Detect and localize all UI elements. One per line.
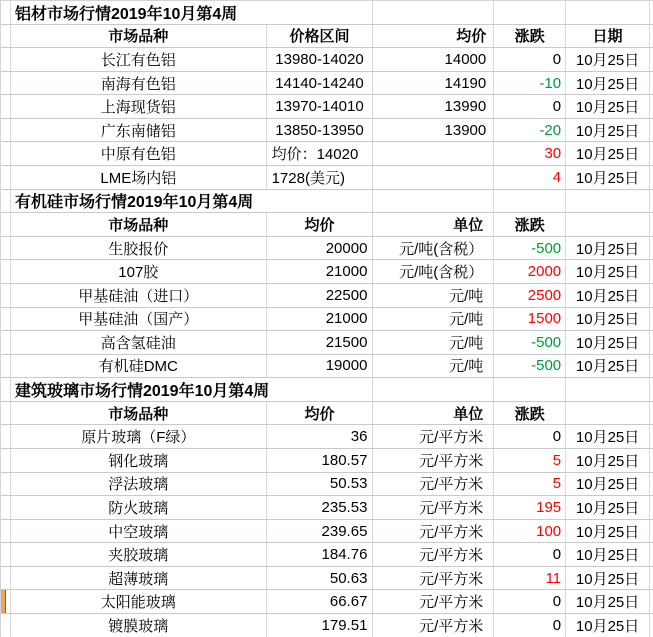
change-cell[interactable]: 5 <box>494 449 566 472</box>
table-row <box>1 308 653 332</box>
table-row <box>1 95 653 119</box>
column-header-cell[interactable]: 均价 <box>373 25 494 48</box>
change-cell[interactable]: -20 <box>494 119 566 142</box>
date-cell[interactable]: 10月25日 <box>566 72 650 95</box>
column-header-cell[interactable]: 市场品种 <box>11 213 267 236</box>
unit-cell[interactable]: 元/吨 <box>373 284 494 307</box>
empty-cell[interactable] <box>494 378 566 401</box>
product-name-cell[interactable]: 原片玻璃（F绿） <box>11 425 267 448</box>
unit-cell[interactable]: 元/平方米 <box>373 473 494 496</box>
column-header-cell[interactable]: 涨跌 <box>494 402 566 425</box>
change-cell[interactable]: 100 <box>494 520 566 543</box>
section-title[interactable]: 有机硅市场行情2019年10月第4周 <box>11 190 373 213</box>
date-cell[interactable]: 10月25日 <box>566 308 650 331</box>
row-indicator-cell[interactable] <box>1 614 11 637</box>
row-indicator-cell[interactable] <box>1 473 11 496</box>
product-name-cell[interactable]: 长江有色铝 <box>11 48 267 71</box>
change-cell[interactable]: 0 <box>494 543 566 566</box>
section-title[interactable]: 铝材市场行情2019年10月第4周 <box>11 1 373 24</box>
header-row <box>1 213 653 237</box>
unit-cell[interactable]: 元/平方米 <box>373 449 494 472</box>
change-cell[interactable]: -500 <box>494 355 566 378</box>
change-cell[interactable]: 0 <box>494 48 566 71</box>
highlighted-indicator-cell[interactable] <box>1 590 11 613</box>
product-name-cell[interactable]: 超薄玻璃 <box>11 567 267 590</box>
change-cell[interactable]: 0 <box>494 590 566 613</box>
date-cell[interactable]: 10月25日 <box>566 166 650 189</box>
column-header-cell[interactable]: 市场品种 <box>11 25 267 48</box>
row-indicator-cell[interactable] <box>1 25 11 48</box>
change-cell[interactable]: -10 <box>494 72 566 95</box>
empty-cell[interactable] <box>566 378 650 401</box>
row-indicator-cell[interactable] <box>1 1 11 24</box>
product-name-cell[interactable]: 镀膜玻璃 <box>11 614 267 637</box>
avg-price-cell[interactable]: 21500 <box>267 331 374 354</box>
unit-cell[interactable]: 元/吨(含税） <box>373 260 494 283</box>
price-range-cell[interactable]: 1728(美元) <box>267 166 374 189</box>
product-name-cell[interactable]: 甲基硅油（国产） <box>11 308 267 331</box>
avg-price-cell[interactable]: 20000 <box>267 237 374 260</box>
row-indicator-cell[interactable] <box>1 425 11 448</box>
table-row <box>1 614 653 637</box>
product-name-cell[interactable]: 高含氢硅油 <box>11 331 267 354</box>
table-row <box>1 567 653 591</box>
column-header-cell[interactable]: 均价 <box>267 402 374 425</box>
unit-cell[interactable]: 元/吨 <box>373 331 494 354</box>
unit-cell[interactable]: 元/平方米 <box>373 567 494 590</box>
price-range-cell[interactable]: 14140-14240 <box>267 72 374 95</box>
price-range-cell[interactable]: 13850-13950 <box>267 119 374 142</box>
avg-price-cell[interactable] <box>373 142 494 165</box>
row-indicator-cell[interactable] <box>1 72 11 95</box>
date-cell[interactable]: 10月25日 <box>566 142 650 165</box>
row-indicator-cell[interactable] <box>1 119 11 142</box>
product-name-cell[interactable]: 中原有色铝 <box>11 142 267 165</box>
avg-price-cell[interactable] <box>373 166 494 189</box>
unit-cell[interactable]: 元/平方米 <box>373 543 494 566</box>
date-cell[interactable]: 10月25日 <box>566 496 650 519</box>
avg-price-cell[interactable]: 21000 <box>267 308 374 331</box>
empty-cell[interactable] <box>566 1 650 24</box>
avg-price-cell[interactable]: 66.67 <box>267 590 374 613</box>
column-header-cell[interactable]: 涨跌 <box>494 213 566 236</box>
empty-cell[interactable] <box>373 1 494 24</box>
row-indicator-cell[interactable] <box>1 237 11 260</box>
product-name-cell[interactable]: 钢化玻璃 <box>11 449 267 472</box>
row-indicator-cell[interactable] <box>1 284 11 307</box>
row-indicator-cell[interactable] <box>1 166 11 189</box>
date-cell[interactable]: 10月25日 <box>566 355 650 378</box>
section-title-row <box>1 378 653 402</box>
product-name-cell[interactable]: 生胶报价 <box>11 237 267 260</box>
change-cell[interactable]: 1500 <box>494 308 566 331</box>
row-indicator-cell[interactable] <box>1 520 11 543</box>
table-row <box>1 590 653 614</box>
avg-price-cell[interactable]: 13990 <box>373 95 494 118</box>
avg-price-cell[interactable]: 22500 <box>267 284 374 307</box>
product-name-cell[interactable]: 中空玻璃 <box>11 520 267 543</box>
product-name-cell[interactable]: 浮法玻璃 <box>11 473 267 496</box>
date-cell[interactable]: 10月25日 <box>566 473 650 496</box>
section-title-row <box>1 1 653 25</box>
date-cell[interactable]: 10月25日 <box>566 284 650 307</box>
date-cell[interactable]: 10月25日 <box>566 520 650 543</box>
column-header-cell[interactable]: 涨跌 <box>494 25 566 48</box>
row-indicator-cell[interactable] <box>1 142 11 165</box>
table-row <box>1 260 653 284</box>
unit-cell[interactable]: 元/平方米 <box>373 425 494 448</box>
product-name-cell[interactable]: 防火玻璃 <box>11 496 267 519</box>
change-cell[interactable]: 0 <box>494 95 566 118</box>
empty-cell[interactable] <box>494 1 566 24</box>
avg-price-cell[interactable]: 19000 <box>267 355 374 378</box>
avg-price-cell[interactable]: 179.51 <box>267 614 374 637</box>
date-cell[interactable]: 10月25日 <box>566 48 650 71</box>
date-cell[interactable]: 10月25日 <box>566 425 650 448</box>
table-row <box>1 237 653 261</box>
table-row <box>1 142 653 166</box>
table-row <box>1 473 653 497</box>
change-cell[interactable]: 5 <box>494 473 566 496</box>
avg-price-cell[interactable]: 50.53 <box>267 473 374 496</box>
avg-price-cell[interactable]: 13900 <box>373 119 494 142</box>
row-indicator-cell[interactable] <box>1 567 11 590</box>
product-name-cell[interactable]: 甲基硅油（进口） <box>11 284 267 307</box>
change-cell[interactable]: 4 <box>494 166 566 189</box>
change-cell[interactable]: -500 <box>494 237 566 260</box>
header-row <box>1 25 653 49</box>
product-name-cell[interactable]: 广东南储铝 <box>11 119 267 142</box>
avg-price-cell[interactable]: 14000 <box>373 48 494 71</box>
empty-cell[interactable] <box>494 190 566 213</box>
product-name-cell[interactable]: 太阳能玻璃 <box>11 590 267 613</box>
empty-cell[interactable] <box>373 378 494 401</box>
date-cell[interactable]: 10月25日 <box>566 331 650 354</box>
avg-price-cell[interactable]: 21000 <box>267 260 374 283</box>
table-row <box>1 425 653 449</box>
header-row <box>1 402 653 426</box>
row-indicator-cell[interactable] <box>1 496 11 519</box>
table-row <box>1 449 653 473</box>
empty-cell[interactable] <box>373 190 494 213</box>
unit-cell[interactable]: 元/吨(含税） <box>373 237 494 260</box>
change-cell[interactable]: 2500 <box>494 284 566 307</box>
date-cell[interactable]: 10月25日 <box>566 260 650 283</box>
date-cell[interactable]: 10月25日 <box>566 590 650 613</box>
column-header-cell[interactable] <box>566 402 650 425</box>
date-cell[interactable]: 10月25日 <box>566 543 650 566</box>
row-indicator-cell[interactable] <box>1 355 11 378</box>
row-indicator-cell[interactable] <box>1 190 11 213</box>
product-name-cell[interactable]: 上海现货铝 <box>11 95 267 118</box>
unit-cell[interactable]: 元/吨 <box>373 308 494 331</box>
empty-cell[interactable] <box>566 190 650 213</box>
table-row <box>1 331 653 355</box>
column-header-cell[interactable]: 均价 <box>267 213 374 236</box>
avg-price-cell[interactable]: 50.63 <box>267 567 374 590</box>
price-range-cell[interactable]: 13970-14010 <box>267 95 374 118</box>
table-row <box>1 166 653 190</box>
row-indicator-cell[interactable] <box>1 48 11 71</box>
table-row <box>1 72 653 96</box>
date-cell[interactable]: 10月25日 <box>566 614 650 637</box>
change-cell[interactable]: 0 <box>494 425 566 448</box>
change-cell[interactable]: 30 <box>494 142 566 165</box>
section-title-row <box>1 190 653 214</box>
table-row <box>1 355 653 379</box>
table-row <box>1 520 653 544</box>
price-range-cell[interactable]: 13980-14020 <box>267 48 374 71</box>
unit-cell[interactable]: 元/平方米 <box>373 590 494 613</box>
section-title[interactable]: 建筑玻璃市场行情2019年10月第4周 <box>11 378 373 401</box>
column-header-cell[interactable]: 单位 <box>373 402 494 425</box>
row-indicator-cell[interactable] <box>1 543 11 566</box>
product-name-cell[interactable]: 107胶 <box>11 260 267 283</box>
date-cell[interactable]: 10月25日 <box>566 95 650 118</box>
change-cell[interactable]: 0 <box>494 614 566 637</box>
row-indicator-cell[interactable] <box>1 308 11 331</box>
column-header-cell[interactable]: 日期 <box>566 25 650 48</box>
unit-cell[interactable]: 元/平方米 <box>373 496 494 519</box>
product-name-cell[interactable]: LME场内铝 <box>11 166 267 189</box>
change-cell[interactable]: 2000 <box>494 260 566 283</box>
unit-cell[interactable]: 元/平方米 <box>373 520 494 543</box>
product-name-cell[interactable]: 夹胶玻璃 <box>11 543 267 566</box>
date-cell[interactable]: 10月25日 <box>566 119 650 142</box>
row-indicator-cell[interactable] <box>1 449 11 472</box>
table-row <box>1 119 653 143</box>
table-row <box>1 48 653 72</box>
column-header-cell[interactable] <box>566 213 650 236</box>
table-row <box>1 284 653 308</box>
column-header-cell[interactable]: 市场品种 <box>11 402 267 425</box>
row-indicator-cell[interactable] <box>1 260 11 283</box>
change-cell[interactable]: 195 <box>494 496 566 519</box>
column-header-cell[interactable]: 价格区间 <box>267 25 374 48</box>
change-cell[interactable]: -500 <box>494 331 566 354</box>
row-indicator-cell[interactable] <box>1 402 11 425</box>
avg-price-cell[interactable]: 36 <box>267 425 374 448</box>
avg-price-cell[interactable]: 239.65 <box>267 520 374 543</box>
row-indicator-cell[interactable] <box>1 378 11 401</box>
product-name-cell[interactable]: 南海有色铝 <box>11 72 267 95</box>
avg-price-cell[interactable]: 14190 <box>373 72 494 95</box>
column-header-cell[interactable]: 单位 <box>373 213 494 236</box>
product-name-cell[interactable]: 有机硅DMC <box>11 355 267 378</box>
avg-price-cell[interactable]: 180.57 <box>267 449 374 472</box>
row-indicator-cell[interactable] <box>1 331 11 354</box>
table-row <box>1 496 653 520</box>
unit-cell[interactable]: 元/吨 <box>373 355 494 378</box>
change-cell[interactable]: 11 <box>494 567 566 590</box>
row-indicator-cell[interactable] <box>1 95 11 118</box>
avg-price-cell[interactable]: 184.76 <box>267 543 374 566</box>
row-indicator-cell[interactable] <box>1 213 11 236</box>
price-range-cell[interactable]: 均价：14020 <box>267 142 374 165</box>
unit-cell[interactable]: 元/平方米 <box>373 614 494 637</box>
date-cell[interactable]: 10月25日 <box>566 237 650 260</box>
date-cell[interactable]: 10月25日 <box>566 567 650 590</box>
table-row <box>1 543 653 567</box>
date-cell[interactable]: 10月25日 <box>566 449 650 472</box>
avg-price-cell[interactable]: 235.53 <box>267 496 374 519</box>
